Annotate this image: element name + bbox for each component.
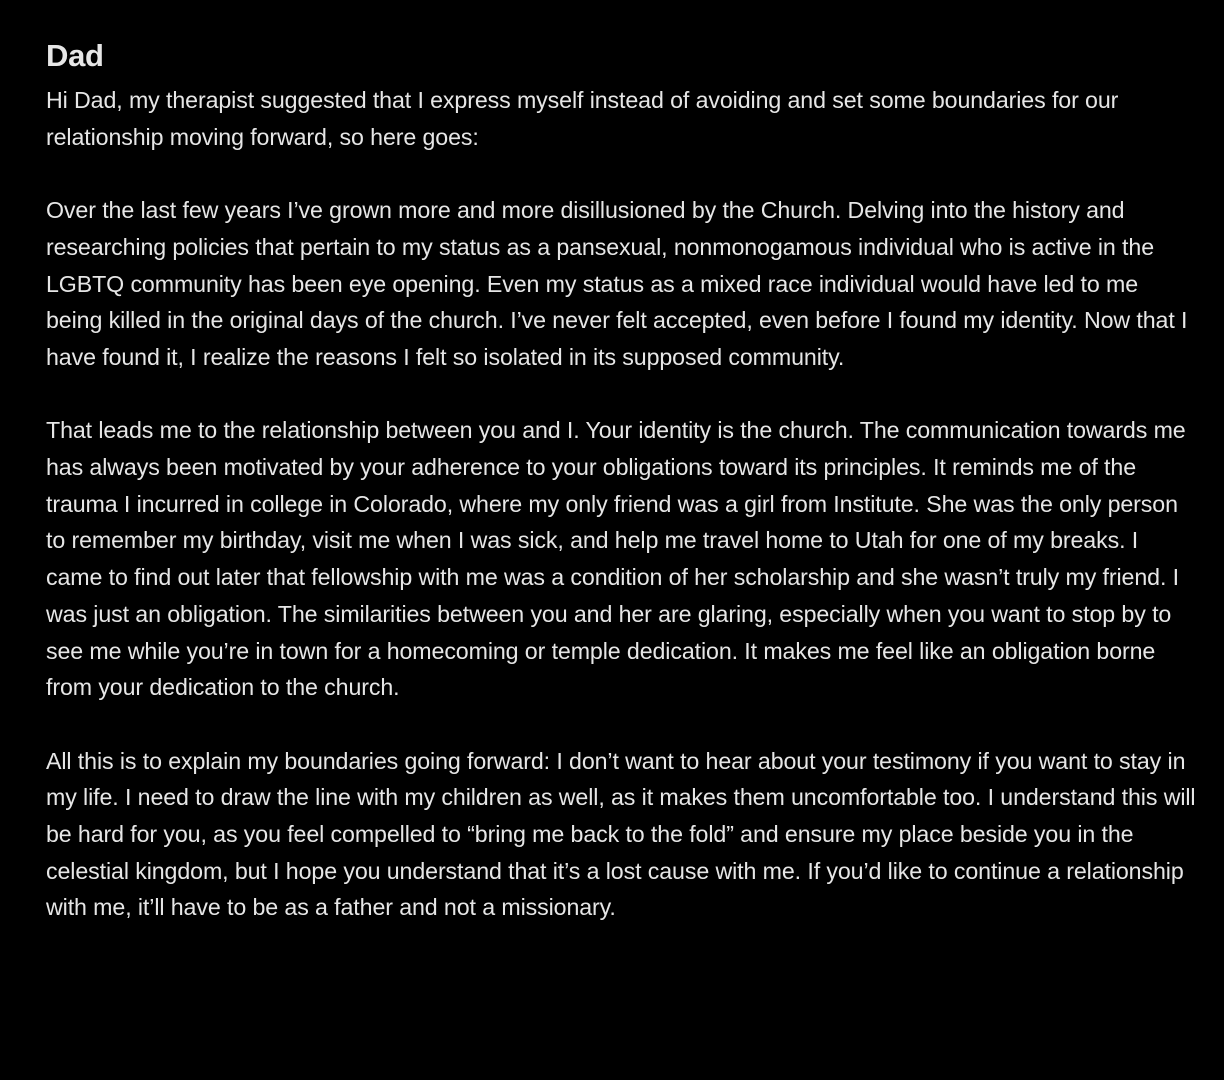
- note-paragraph-4[interactable]: All this is to explain my boundaries going forward: I don’t want to hear about your testimony if you want to stay in my life. I need to draw the line with my children as well, as it makes them uncomfortable too. I understand this will be hard for you, as you feel compelled to “bring me back to the fold” and ensure my place beside you in the celestial kingdom, but I hope you understand that it’s a lost cause with me. If you’d like to continue a relationship with me, it’ll have to be as a father and not a missionary.: [46, 747, 1196, 921]
- note-paragraph-3[interactable]: That leads me to the relationship between you and I. Your identity is the church. The communication towards me has always been motivated by your adherence to your obligations toward its principles. It reminds me of the trauma I incurred in college in Colorado, where my only friend was a girl from Institute. She was the only person to remember my birthday, visit me when I was sick, and help me travel home to Utah for one of my breaks. I came to find out later that fellowship with me was a condition of her scholarship and she wasn’t truly my friend. I was just an obligation. The similarities between you and her are glaring, especially when you want to stop by to see me while you’re in town for a homecoming or temple dedication. It makes me feel like an obligation borne from your dedication to the church.: [46, 417, 1186, 701]
- note-paragraph-2[interactable]: Over the last few years I’ve grown more and more disillusioned by the Church. Delving into the history and researching policies that pertain to my status as a pansexual, nonmonogamous individual who is active in the LGBTQ community has been eye opening. Even my status as a mixed race individual would have led to me being killed in the original days of the church. I’ve never felt accepted, even before I found my identity. Now that I have found it, I realize the reasons I felt so isolated in its supposed community.: [46, 197, 1188, 370]
- note-title[interactable]: Dad: [46, 38, 104, 73]
- note-body[interactable]: [46, 36, 1196, 926]
- note-paragraph-1[interactable]: Hi Dad, my therapist suggested that I express myself instead of avoiding and set some boundaries for our relationship moving forward, so here goes:: [46, 87, 1119, 150]
